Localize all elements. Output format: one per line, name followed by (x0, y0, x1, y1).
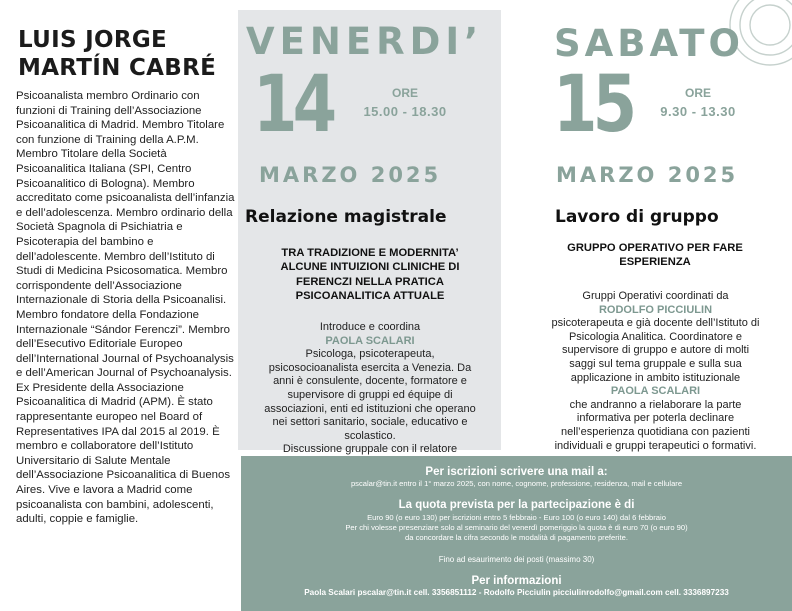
fee-line: Euro 90 (o euro 130) per iscrizioni entro 5 febbraio - Euro 100 (o euro 140) dal 6 febbraio (367, 513, 666, 522)
friday-desc-line: anni è consulente, docente, formatore e (273, 375, 467, 388)
saturday-desc-line: psicoterapeuta e già docente dell’Istituto di (551, 317, 760, 330)
friday-desc-line: nei settori sanitario, sociale, educativo e (272, 416, 468, 429)
fee-line: da concordare la cifra secondo le modalità di pagamento preferite. (405, 533, 628, 542)
saturday-date-number: 15 (553, 60, 633, 150)
friday-ore-label: ORE (391, 86, 418, 100)
friday-date-number: 14 (253, 60, 333, 150)
friday-description (240, 321, 500, 457)
saturday-coordinator-2: PAOLA SCALARI (610, 385, 701, 398)
friday-subtitle (240, 246, 500, 303)
info-heading: Per informazioni (471, 575, 562, 587)
saturday-desc2-line: individuali e gruppi terapeutici o formativi. (554, 439, 757, 452)
friday-intro: Introduce e coordina (319, 321, 421, 333)
saturday-description (523, 290, 788, 453)
friday-desc-line: psicosocioanalista esercita a Venezia. Da (268, 361, 472, 374)
saturday-desc2-line: che andranno a rielaborare la parte (569, 398, 742, 411)
saturday-ore-label: ORE (684, 86, 711, 100)
saturday-title: Lavoro di gruppo (555, 207, 719, 227)
friday-desc-line: supervisore di gruppi ed équipe di (287, 388, 453, 401)
info-banner (241, 456, 792, 611)
bio-paragraph-2: Ex Presidente della Associazione Psicoanalitica di Madrid (APM). È stato rappresentante europeo nel Board of Representatives IPA dal 2015 al 2019. È membro e collaboratore dell’Istituto Universitario di Salute Mentale dell’Associazione Psicoanalitica di Buenos Aires. Vive e lavora a Madrid come psicoanalista con bambini, adolescenti, adulti, coppie e famiglie. (16, 381, 231, 526)
speaker-bio (16, 89, 238, 527)
friday-subtitle-line: TRA TRADIZIONE E MODERNITA’ (281, 247, 459, 259)
fee-line: Per chi volesse presenziare solo al seminario del venerdì pomeriggio la quota è di euro 70 (o euro 90) (345, 523, 688, 532)
saturday-month: MARZO 2025 (556, 163, 739, 187)
friday-desc-line: scolastico. (344, 429, 396, 442)
friday-desc-line: Psicologa, psicoterapeuta, (305, 348, 435, 361)
friday-desc-line: associazioni, enti ed istituzioni che operano (264, 402, 476, 415)
contact-line: Paola Scalari pscalar@tin.it cell. 3356851112 - Rodolfo Picciulin picciulinrodolfo@gmail.com cell. 3336897233 (304, 588, 729, 597)
friday-title: Relazione magistrale (245, 207, 447, 227)
friday-subtitle-line: PSICOANALITICA ATTUALE (295, 289, 445, 302)
saturday-day: SABATO (554, 22, 744, 65)
friday-subtitle-line: ALCUNE INTUIZIONI CLINICHE DI (280, 261, 460, 274)
speaker-name-line1: LUIS JORGE (18, 27, 168, 53)
saturday-desc-line: Psicologia Analitica. Coordinatore e (568, 330, 743, 343)
saturday-ore-time: 9.30 - 13.30 (660, 104, 736, 119)
friday-ore-time: 15.00 - 18.30 (363, 104, 447, 119)
saturday-coordinator: RODOLFO PICCIULIN (598, 303, 713, 316)
speaker-name-line2: MARTÍN CABRÉ (18, 55, 217, 81)
saturday-subtitle-line: ESPERIENZA (619, 256, 691, 269)
fee-heading: La quota prevista per la partecipazione è di (398, 499, 635, 511)
saturday-subtitle-line: GRUPPO OPERATIVO PER FARE (567, 242, 743, 254)
friday-day: VENERDI’ (246, 20, 484, 63)
saturday-desc-line: saggi sul tema gruppale e sulla sua (569, 357, 742, 370)
friday-subtitle-line: FERENCZI NELLA PRATICA (296, 275, 444, 288)
friday-coordinator: PAOLA SCALARI (325, 334, 415, 347)
saturday-desc-line: applicazione in ambito istituzionale (570, 371, 741, 384)
saturday-desc-line: supervisore di gruppo e autore di molti (561, 344, 750, 357)
friday-closing: Discussione gruppale con il relatore (282, 443, 458, 456)
saturday-subtitle (535, 241, 775, 270)
signup-heading: Per iscrizioni scrivere una mail a: (425, 466, 608, 478)
bio-paragraph-1: Psicoanalista membro Ordinario con funzioni di Training dell’Associazione Psicoanalitica di Madrid. Membro Titolare con funzione di Training della A.P.M. Membro Titolare della Società Psicoanalitica Italiana (SPI, Centro Psicoanalitico di Bologna). Membro accreditato come psicoanalista dell’infanzia e dell’adolescenza. Membro ordinario della Società Spagnola di Psichiatria e Psicoterapia del bambino e dell’adolescente. Membro dell’Istituto di Studi di Medicina Psicosomatica. Membro corrispondente dell’Associazione Internazionale di Storia della Psicoanalisi. Membro fondatore della Fondazione Internazionale “Sándor Ferenczi”. Membro dell’Esecutivo Editoriale Europeo dell’International Journal of Psychoanalysis e dell’American Journal of Psychoanalysis. (16, 90, 235, 380)
seats-note: Fino ad esaurimento dei posti (massimo 30) (438, 555, 595, 564)
friday-month: MARZO 2025 (259, 163, 442, 187)
signup-details: pscalar@tin.it entro il 1° marzo 2025, con nome, cognome, professione, residenza, mail e cellulare (350, 479, 683, 488)
saturday-desc2-line: informativa per poterla declinare (576, 412, 735, 425)
saturday-intro: Gruppi Operativi coordinati da (582, 290, 729, 302)
saturday-desc2-line: nell’esperienza quotidiana con pazienti (561, 425, 750, 438)
speaker-name (18, 26, 233, 82)
